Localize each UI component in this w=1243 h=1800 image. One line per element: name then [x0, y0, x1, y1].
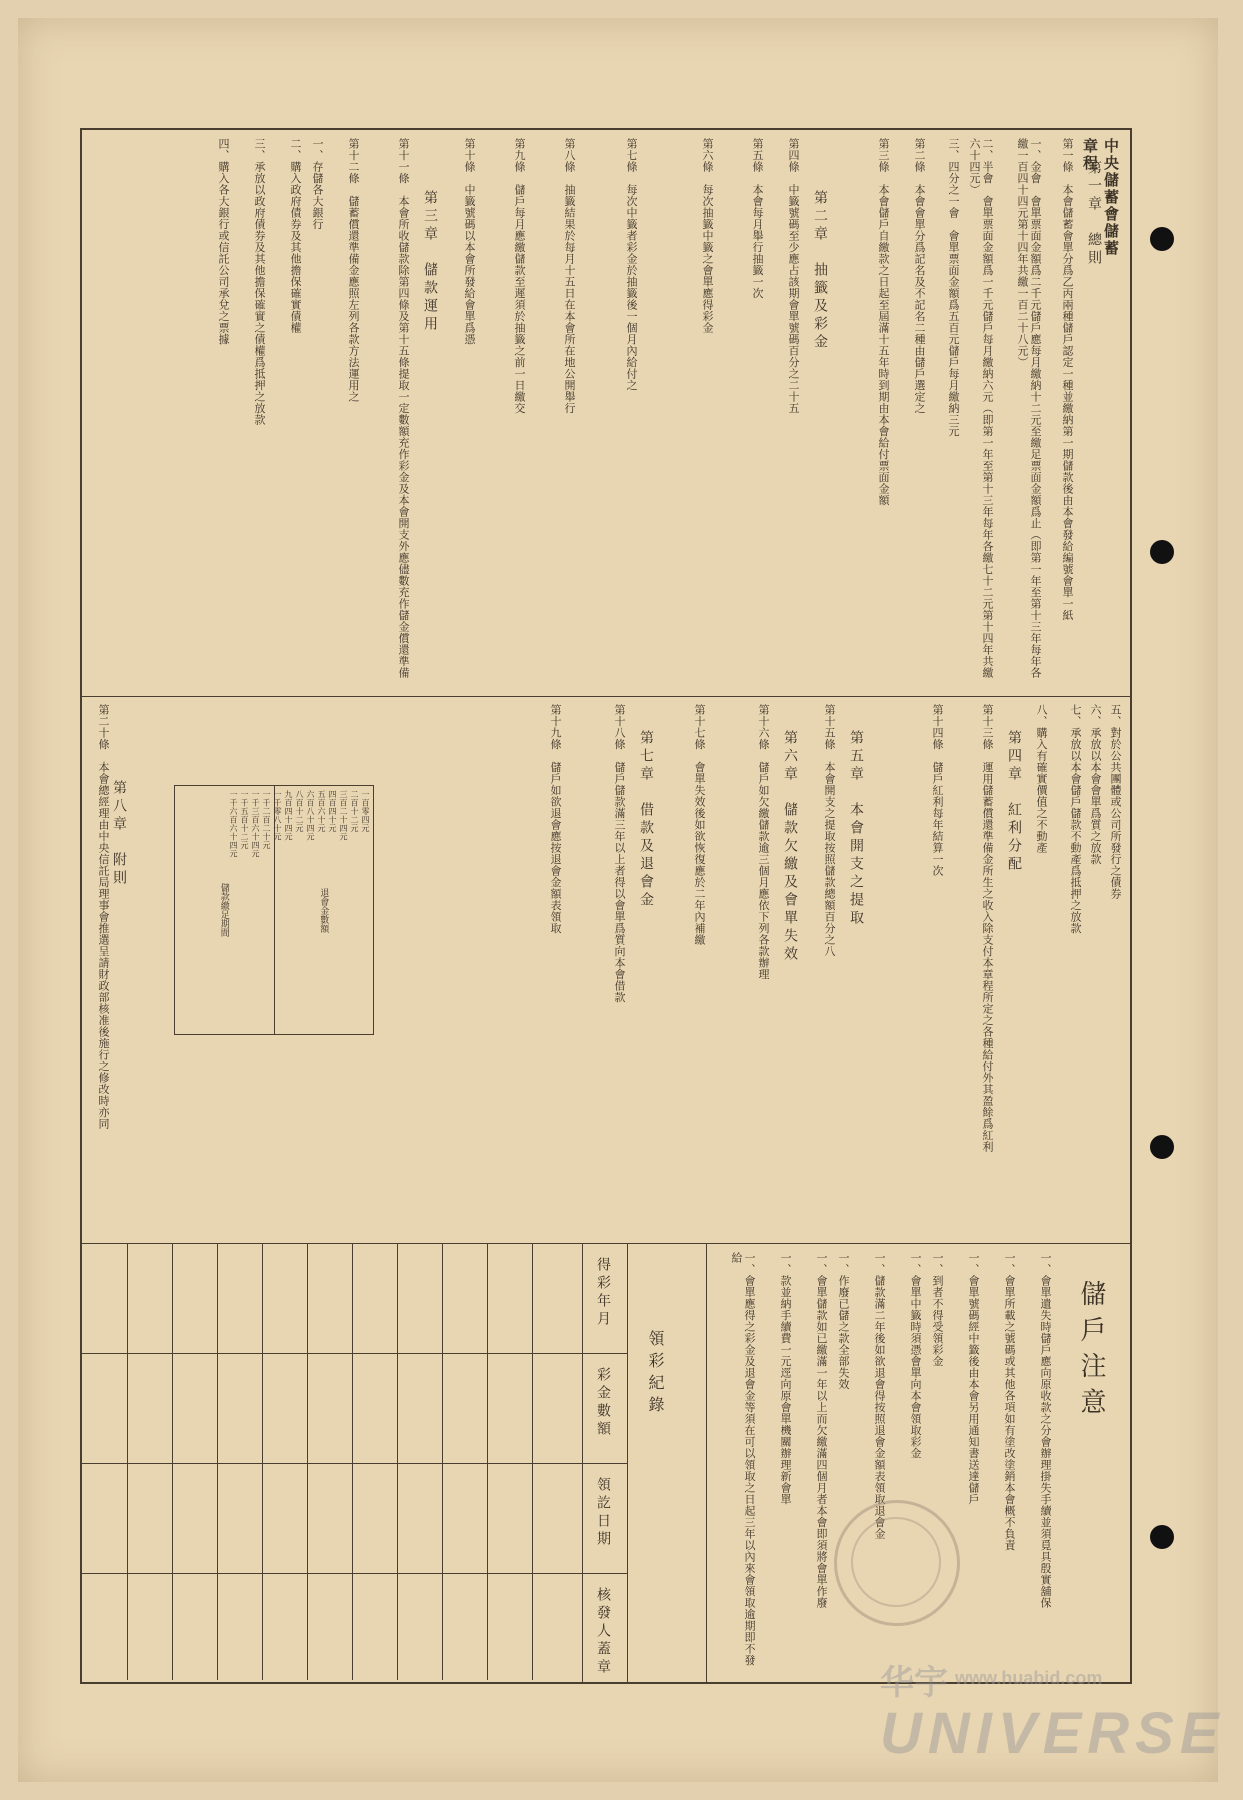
punch-hole	[1150, 1135, 1174, 1159]
return-table-rows	[222, 790, 372, 1030]
article-3: 第三條 本會儲戶自繳款之日起至屆滿十五年時到期由本會給付票面金額	[877, 138, 890, 506]
article-6: 第六條 每次抽籤中籤之會單應得彩金	[701, 138, 714, 334]
article-12-1: 一、存儲各大銀行	[311, 138, 324, 230]
notice-item: 一、儲款滿二年後如欲退會得按照退會金額表領取退會金	[873, 1252, 886, 1540]
article-1-1: 一、金會 會單票面金額爲二千元儲戶應每月繳納十二元至繳足票面金額爲止（即第一年至第十三年每年各繳一百四十四元第十四年共繳一百二十八元）	[1016, 138, 1042, 679]
table-row: 六百八十四元	[306, 790, 315, 841]
article-8: 第八條 抽籤結果於每月十五日在本會所在地公開舉行	[563, 138, 576, 414]
main-frame	[80, 128, 1132, 1684]
article-13: 第十三條 運用儲蓄償還準備金所生之收入除支付本章程所定之各種給付外其盈餘爲紅利	[981, 704, 994, 1153]
article-12-2: 二、購入政府債券及其他擔保確實債權	[289, 138, 302, 334]
record-col-header: 得彩年月	[595, 1257, 611, 1329]
chapter-3-heading: 第三章 儲款運用	[422, 190, 438, 334]
chapter-2-heading: 第二章 抽籤及彩金	[812, 190, 828, 352]
notice-item: 一、會單中籤時須憑會單向本會領取彩金	[909, 1252, 922, 1459]
article-9: 第九條 儲戶每月應繳儲款至遲須於抽籤之前一日繳交	[513, 138, 526, 414]
notice-item: 一、會單號碼經中籤後由本會另用通知書送達儲戶	[967, 1252, 980, 1505]
table-row: 二百十二元	[350, 790, 359, 833]
notice-item: 一、會單應得之彩金及退會金等須在可以領取之日起三年以內來會領取逾期即不發給	[730, 1252, 756, 1666]
article-15: 第十五條 本會開支之提取按照儲款總額百分之八	[823, 704, 836, 957]
record-col-header: 核發人蓋章	[595, 1587, 611, 1677]
article-5: 第五條 本會每月舉行抽籤一次	[751, 138, 764, 299]
table-row: 九百四十四元	[284, 790, 293, 841]
record-col-header: 彩金數額	[595, 1367, 611, 1439]
article-1-3: 三、四分之一會 會單票面金額爲五百元儲戶每月繳納三元	[947, 138, 960, 437]
article-12-4: 四、購入各大銀行或信託公司承兌之票據	[217, 138, 230, 345]
chapter-4-heading: 第四章 紅利分配	[1006, 730, 1022, 874]
article-1-2: 二、半會 會單票面金額爲一千元儲戶每月繳納六元（即第一年至第十三年每年各繳七十二元第十四年共繳六十四元）	[968, 138, 994, 679]
article-7: 第七條 每次中籤者彩金於抽籤後一個月內給付之	[625, 138, 638, 391]
record-grid	[82, 1243, 582, 1680]
notice-item: 一、會單儲款如已繳滿一年以上而欠繳滿四個月者本會即須將會單作廢	[815, 1252, 828, 1609]
table-row: 八百十二元	[295, 790, 304, 833]
record-col-header: 領訖日期	[595, 1477, 611, 1549]
record-title: 領彩紀錄	[646, 1330, 665, 1418]
notices-title: 儲戶注意	[1076, 1280, 1106, 1424]
article-17: 第十七條 會單失效後如欲恢復應於二年內補繳	[693, 704, 706, 946]
table-row: 一百零四元	[361, 790, 370, 833]
chapter-5-heading: 第五章 本會開支之提取	[848, 730, 864, 928]
article-19: 第十九條 儲戶如欲退會應按退會金額表領取	[549, 704, 562, 934]
chapter-8-heading: 第八章 附則	[111, 780, 127, 888]
table-row: 一千零八十元	[273, 790, 282, 841]
notice-item: 一、到者不得受領彩金	[931, 1252, 944, 1367]
article-1: 第一條 本會儲蓄會單分爲乙丙兩種儲戶認定一種並繳納第一期儲款後由本會發給編號會單一紙	[1061, 138, 1074, 621]
table-row: 一千六百六十四元	[229, 790, 238, 858]
punch-hole	[1150, 227, 1174, 251]
notice-item: 一、會單遺失時儲戶應向原收款之分會辦理掛失手續並須覓具殷實舖保	[1039, 1252, 1052, 1609]
watermark-url: www.huabid.com	[955, 1668, 1103, 1688]
table-row: 五百六十元	[317, 790, 326, 833]
article-11: 第十一條 本會所收儲款除第四條及第十五條提取一定數額充作彩金及本會開支外應儘數充作儲金償還準備	[397, 138, 410, 679]
notice-item: 一、作廢已儲之款全部失效	[837, 1252, 850, 1390]
article-18: 第十八條 儲戶儲款滿三年以上者得以會單爲質向本會借款	[613, 704, 626, 1003]
notice-item: 一、款並納手續費一元逕向原會單機關辦理新會單	[779, 1252, 792, 1505]
article-16: 第十六條 儲戶如欠繳儲款逾三個月應依下列各款辦理	[757, 704, 770, 980]
article-2: 第二條 本會會單分爲記名及不記名二種由儲戶選定之	[913, 138, 926, 414]
notice-item: 一、會單所載之號碼或其他各項如有塗改塗銷本會概不負責	[1003, 1252, 1016, 1551]
seal-stamp	[834, 1500, 960, 1626]
article-4: 第四條 中籤號碼至少應占該期會單號碼百分之二十五	[787, 138, 800, 414]
article-12-8: 八、購入有確實價值之不動產	[1035, 704, 1048, 854]
watermark-logo: 华宇	[880, 1664, 948, 1702]
article-12: 第十二條 儲蓄償還準備金應照左列各款方法運用之	[347, 138, 360, 403]
table-row: 四百四十元	[328, 790, 337, 833]
table-row: 一千五百十二元	[240, 790, 249, 850]
article-12-5: 五、對於公共團體或公司所發行之債券	[1109, 704, 1122, 900]
article-12-7: 七、承放以本會儲戶儲款不動產爲抵押之放款	[1069, 704, 1082, 934]
punch-hole	[1150, 1525, 1174, 1549]
article-14: 第十四條 儲戶紅利每年結算一次	[931, 704, 944, 877]
article-12-3: 三、承放以政府債券及其他擔保確實之債權爲抵押之放款	[253, 138, 266, 426]
table-header-amount: 退會金數額	[274, 786, 374, 1035]
watermark-brand: UNIVERSE	[880, 1701, 1225, 1766]
table-row: 一千二百二十元	[262, 790, 271, 850]
article-10: 第十條 中籤號碼以本會所發給會單爲憑	[463, 138, 476, 345]
chapter-6-heading: 第六章 儲款欠繳及會單失效	[782, 730, 798, 964]
document-title: 中央儲蓄會儲蓄章程	[1081, 138, 1120, 257]
table-header-period: 儲款繳足期間	[175, 786, 275, 1035]
record-header-column	[582, 1243, 627, 1680]
article-12-6: 六、承放以本會會單爲質之放款	[1089, 704, 1102, 865]
chapter-1-heading: 第一章 總則	[1086, 160, 1102, 268]
table-row: 三百二十四元	[339, 790, 348, 841]
article-20: 第二十條 本會總經理由中央信託局理事會推選呈請財政部核准後施行之修改時亦同	[97, 704, 110, 1130]
punch-hole	[1150, 540, 1174, 564]
chapter-7-heading: 第七章 借款及退會金	[638, 730, 654, 910]
table-row: 一千三百六十四元	[251, 790, 260, 858]
